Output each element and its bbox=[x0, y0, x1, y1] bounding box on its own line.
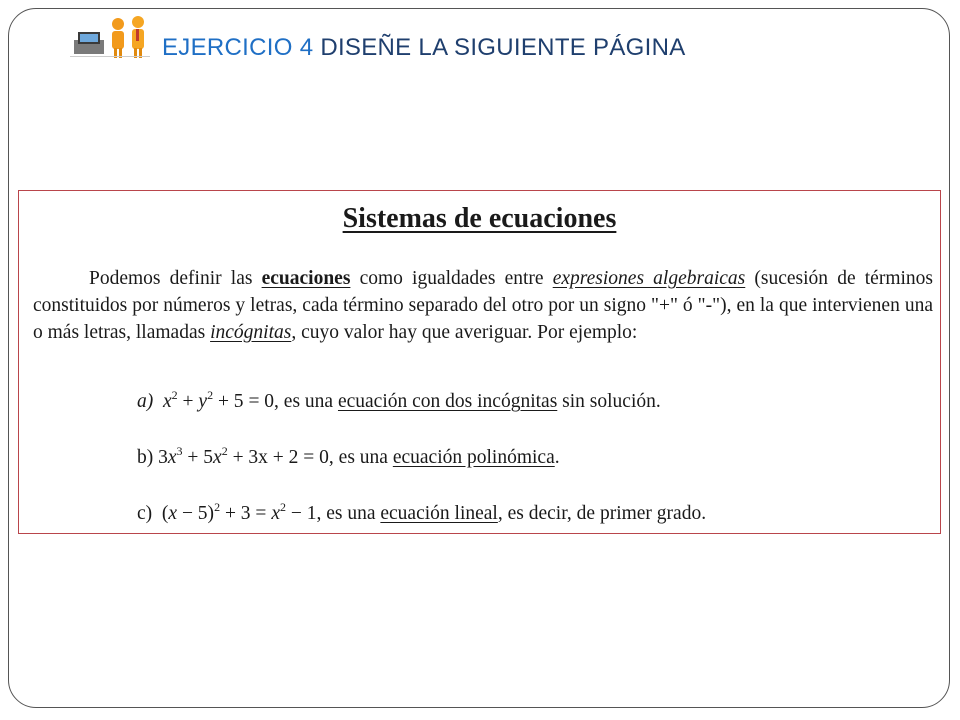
page-title: EJERCICIO 4 DISEÑE LA SIGUIENTE PÁGINA bbox=[162, 34, 686, 61]
logo bbox=[66, 12, 156, 68]
example-b-link: ecuación polinómica bbox=[392, 447, 555, 468]
example-a: a) $x^2 + y^2 + 5 = 0$, es una ecuación con dos incógnitas sin solución. bbox=[137, 388, 661, 412]
example-b: b) $3x^3 + 5x^2 + 3x + 2 = 0$, es una ecuación polinómica. bbox=[137, 444, 560, 468]
content-heading: Sistemas de ecuaciones bbox=[342, 203, 617, 234]
example-a-link: ecuación con dos incógnitas bbox=[337, 391, 558, 412]
definition-paragraph: Podemos definir las ecuaciones como igualdades entre expresiones algebraicas (sucesión de términos constituidos por números y letras, cada término separado del otro por un signo "+" ó "-"), en la que intervienen una o más letras, llamadas incógnitas, cuyo valor hay que averiguar. Por ejemplo: bbox=[33, 268, 934, 343]
example-c: c) $(x - 5)^2 + 3 = x^2 - 1$, es una ecuación lineal, es decir, de primer grado. bbox=[137, 500, 707, 524]
example-c-link: ecuación lineal bbox=[380, 503, 498, 524]
term-expresiones-algebraicas: expresiones algebraicas bbox=[552, 268, 746, 289]
term-incognitas: incógnitas bbox=[210, 322, 292, 343]
term-ecuaciones: ecuaciones bbox=[261, 268, 351, 289]
content-box bbox=[18, 190, 941, 534]
people-computer-icon bbox=[66, 12, 156, 68]
